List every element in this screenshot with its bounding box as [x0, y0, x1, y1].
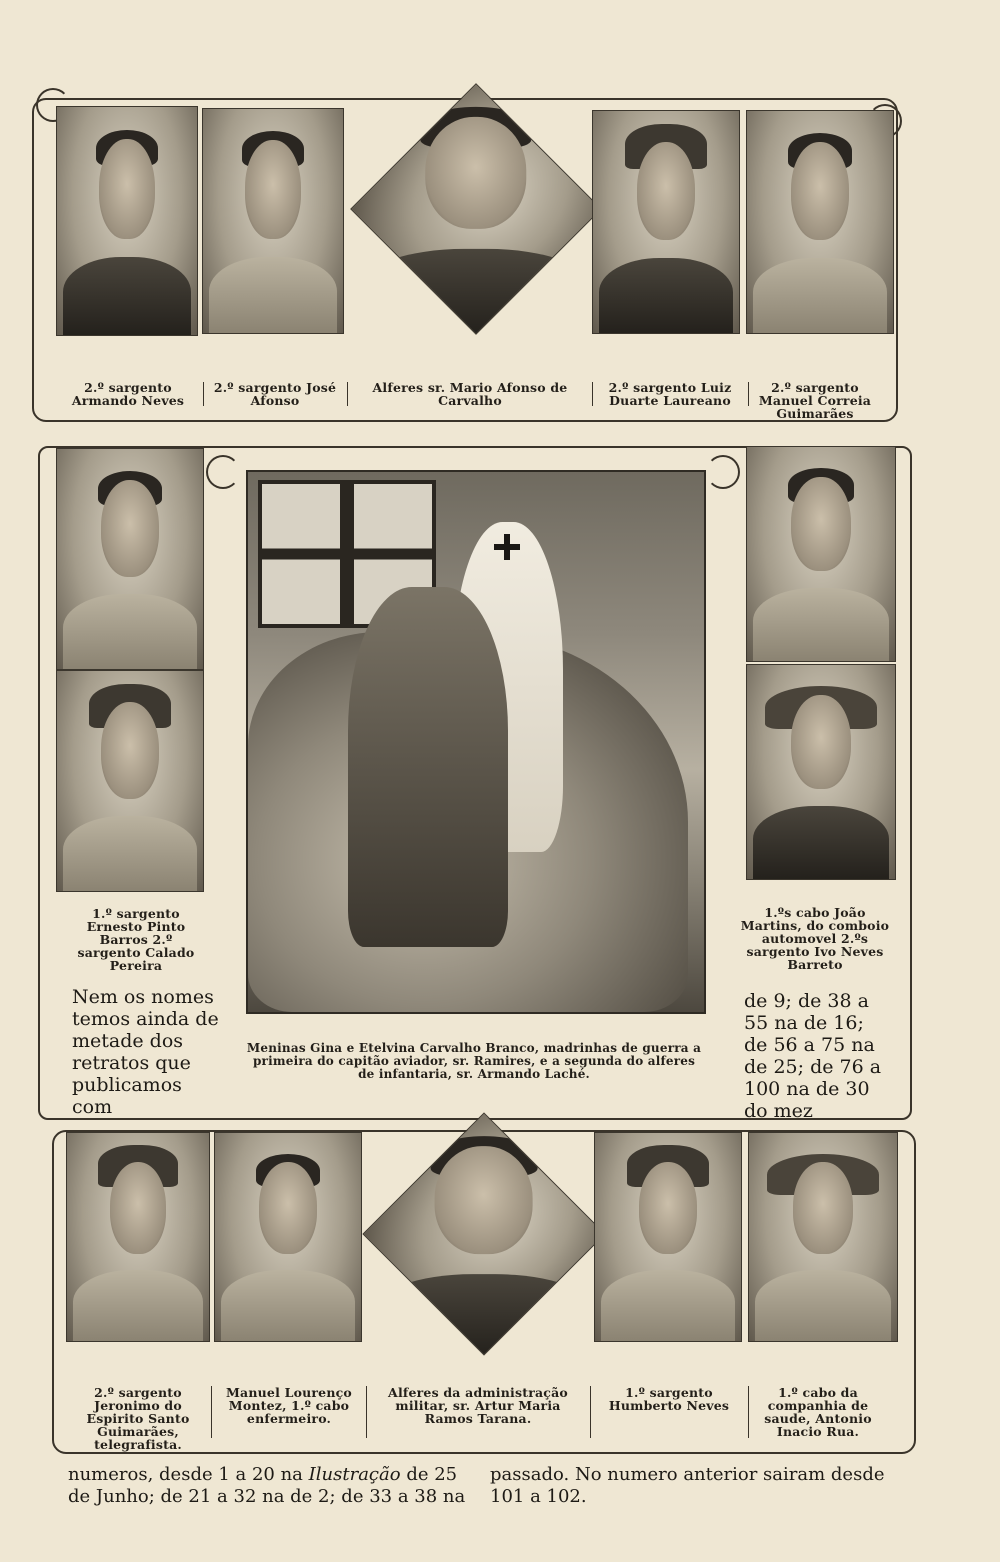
- portrait-face: [101, 480, 159, 577]
- caption-right-column: 1.ºs cabo João Martins, do comboio automovel 2.ºs sargento Ivo Neves Barreto: [740, 905, 890, 972]
- portrait-face: [791, 695, 850, 789]
- portrait-uniform: [209, 257, 338, 333]
- portrait-jose-afonso: [202, 108, 344, 334]
- footer-text-col1: [68, 1464, 468, 1508]
- caption-jeronimo-guimaraes: 2.º sargento Jeronimo do Espirito Santo Guimarães, telegrafista.: [86, 1385, 190, 1452]
- footer-text-1a: numeros, desde 1 a 20 na: [68, 1464, 303, 1485]
- caption-artur-maria-ramos-tarana: Alferes da administração militar, sr. Artur Maria Ramos Tarana.: [388, 1385, 568, 1426]
- portrait-antonio-inacio-rua: [748, 1132, 898, 1342]
- caption-divider: [592, 382, 593, 406]
- article-text-left: Nem os nomes temos ainda de metade dos retratos que publicamos com: [72, 986, 219, 1118]
- soldier-girl: [348, 587, 508, 947]
- caption-divider: [748, 382, 749, 406]
- portrait-face: [110, 1162, 167, 1254]
- portrait-uniform: [753, 806, 889, 879]
- portrait-uniform: [63, 594, 197, 669]
- caption-divider: [748, 1386, 749, 1438]
- caption-armando-neves: 2.º sargento Armando Neves: [71, 380, 185, 408]
- portrait-face: [425, 118, 526, 230]
- portrait-jeronimo-do-espirito-santo-guimaraes: [66, 1132, 210, 1342]
- caption-mario-afonso-de-carvalho: Alferes sr. Mario Afonso de Carvalho: [372, 380, 568, 408]
- portrait-calado-pereira: [56, 670, 204, 892]
- portrait-uniform: [73, 1270, 204, 1341]
- portrait-uniform: [221, 1270, 355, 1341]
- caption-divider: [590, 1386, 591, 1438]
- portrait-face: [259, 1162, 317, 1254]
- caption-divider: [347, 382, 348, 406]
- portrait-uniform: [755, 1270, 891, 1341]
- portrait-face: [245, 140, 301, 239]
- caption-manuel-lourenco-montez: Manuel Lourenço Montez, 1.º cabo enfermeiro.: [226, 1385, 352, 1426]
- caption-divider: [211, 1386, 212, 1438]
- article-text-right: de 9; de 38 a 55 na de 16; de 56 a 75 na de 25; de 76 a 100 na de 30 do mez: [744, 990, 882, 1122]
- portrait-manuel-lourenco-montez: [214, 1132, 362, 1342]
- portrait-joao-martins: [746, 446, 896, 662]
- ornament-scroll-icon: [706, 455, 740, 489]
- caption-jose-afonso: 2.º sargento José Afonso: [213, 380, 337, 408]
- portrait-face: [793, 1162, 852, 1254]
- footer-text-1b: de 25 de Junho; de 21 a 32 na de 2; de 33 a 38 na: [68, 1464, 466, 1507]
- caption-antonio-inacio-rua: 1.º cabo da companhia de saude, Antonio Inacio Rua.: [764, 1385, 872, 1439]
- ornament-scroll-icon: [206, 455, 240, 489]
- portrait-uniform: [753, 588, 889, 661]
- portrait-face: [435, 1146, 533, 1254]
- portrait-face: [637, 142, 695, 240]
- portrait-humberto-neves: [594, 1132, 742, 1342]
- caption-manuel-correia-guimaraes: 2.º sargento Manuel Correia Guimarães: [758, 380, 872, 421]
- portrait-face: [791, 477, 850, 571]
- portrait-uniform: [63, 257, 192, 335]
- portrait-luiz-duarte-laureano: [592, 110, 740, 334]
- portrait-uniform: [601, 1270, 735, 1341]
- portrait-uniform: [599, 258, 733, 333]
- portrait-face: [101, 702, 159, 799]
- caption-center-photo: Meninas Gina e Etelvina Carvalho Branco, madrinhas de guerra a primeira do capitão aviador, sr. Ramires, e a segunda do alferes de infantaria, sr. Armando Laché.: [246, 1041, 702, 1081]
- caption-left-column: 1.º sargento Ernesto Pinto Barros 2.º sargento Calado Pereira: [77, 906, 195, 973]
- portrait-uniform: [63, 816, 197, 891]
- caption-divider: [366, 1386, 367, 1438]
- portrait-manuel-correia-guimaraes: [746, 110, 894, 334]
- red-cross-icon: [494, 534, 520, 560]
- portrait-uniform: [753, 258, 887, 333]
- portrait-face: [791, 142, 849, 240]
- portrait-armando-neves: [56, 106, 198, 336]
- caption-humberto-neves: 1.º sargento Humberto Neves: [608, 1385, 730, 1413]
- portrait-face: [99, 139, 155, 239]
- caption-divider: [203, 382, 204, 406]
- portrait-ivo-neves-barreto: [746, 664, 896, 880]
- portrait-face: [639, 1162, 697, 1254]
- footer-italic-title: Ilustração: [308, 1464, 401, 1485]
- caption-luiz-duarte-laureano: 2.º sargento Luiz Duarte Laureano: [608, 380, 732, 408]
- portrait-ernesto-pinto-barros: [56, 448, 204, 670]
- photo-madrinhas-de-guerra: [246, 470, 706, 1014]
- footer-text-col2: passado. No numero anterior sairam desde 101 a 102.: [490, 1464, 885, 1507]
